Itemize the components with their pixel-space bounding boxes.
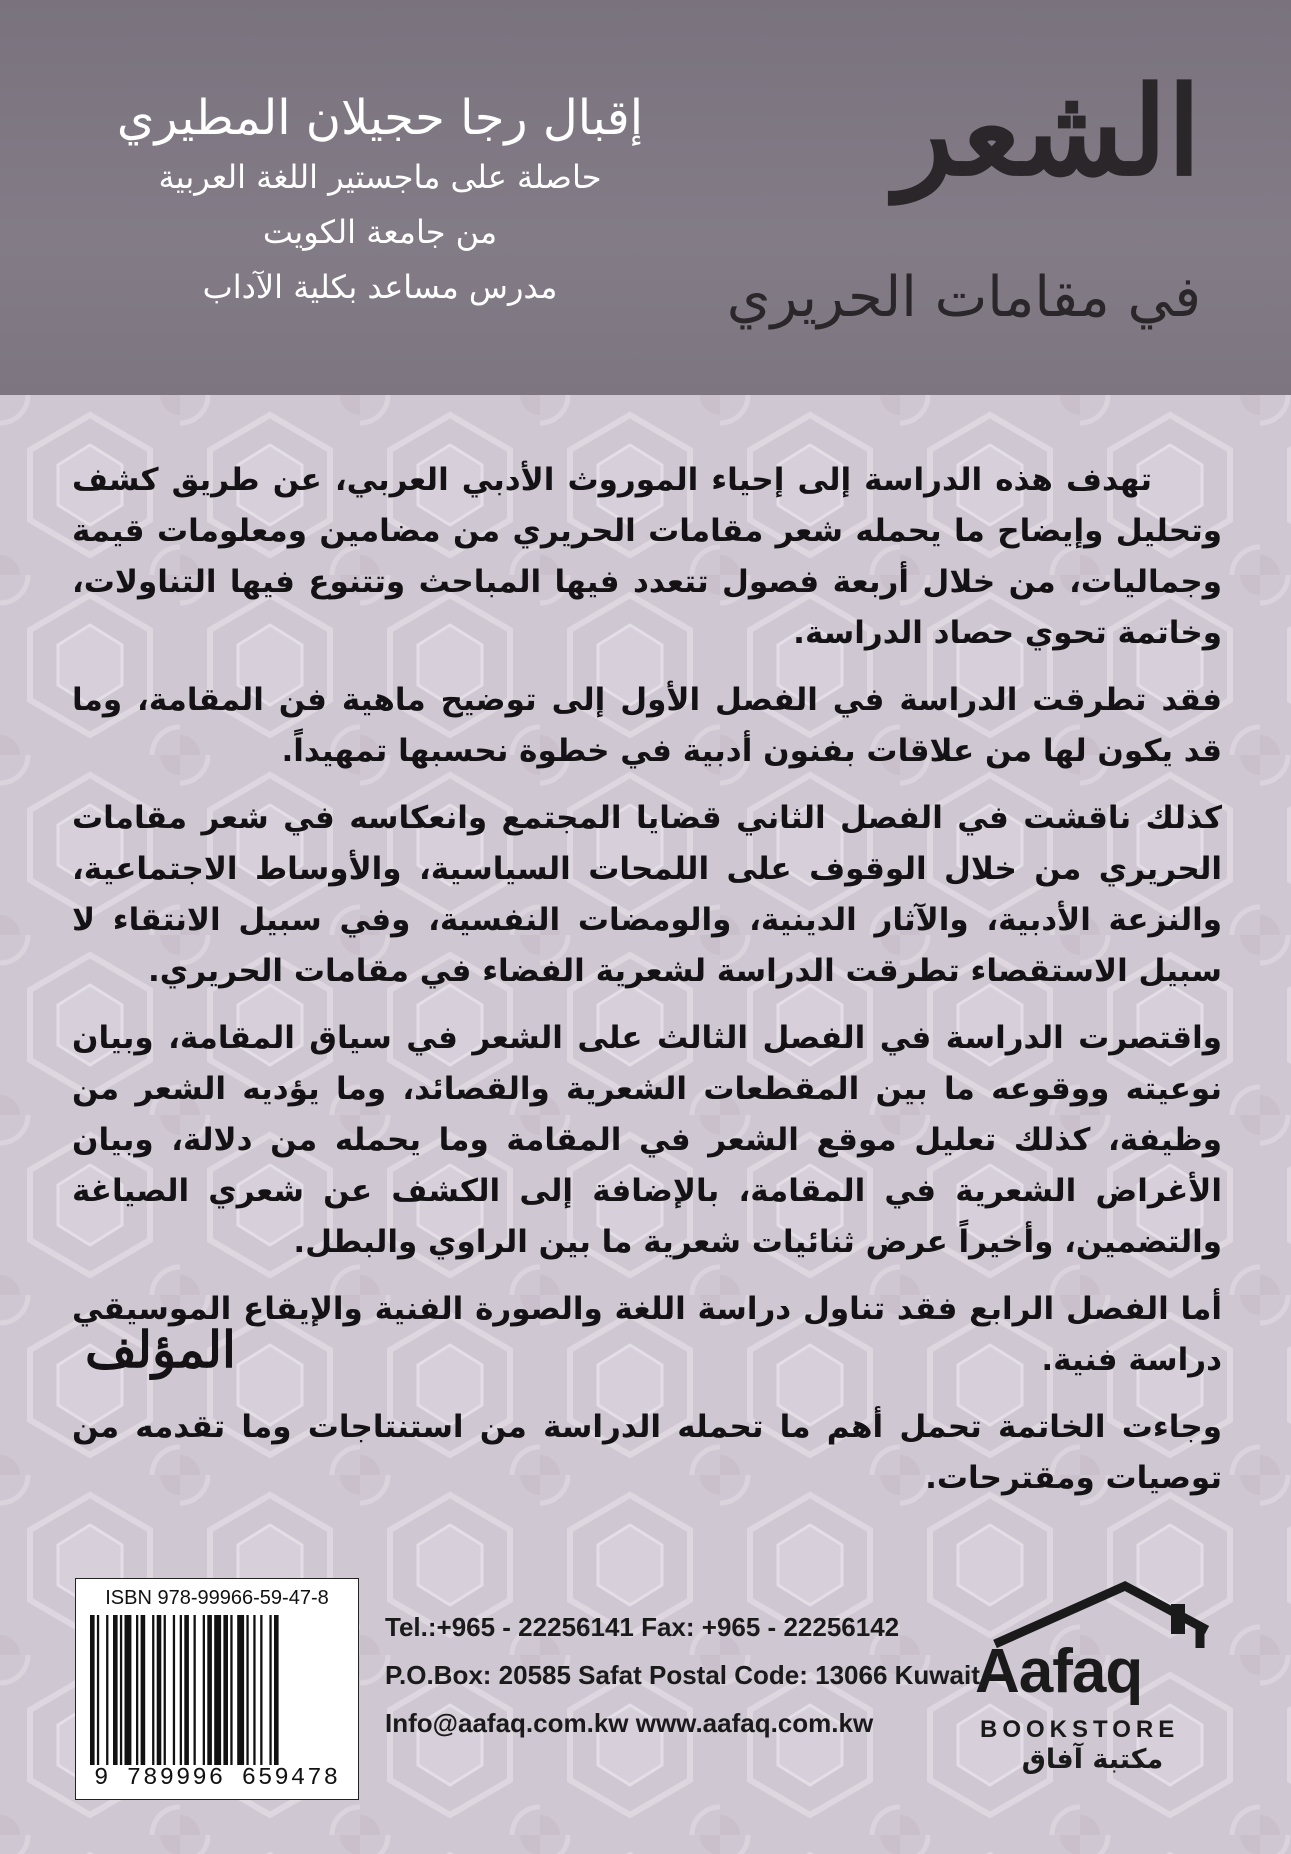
blurb-paragraph: تهدف هذه الدراسة إلى إحياء الموروث الأدبي العربي، عن طريق كشف وتحليل وإيضاح ما يحمله شعر مقامات الحريري من مضامين ومعلومات قيمة وجماليات، من خلال أربعة فصول تتعدد فيها المباحث وتتنوع فيها التناولات، وخاتمة تحوي حصاد الدراسة. xyxy=(72,462,1222,651)
publisher-tagline: BOOKSTORE xyxy=(980,1716,1180,1743)
blurb-paragraph: كذلك ناقشت في الفصل الثاني قضايا المجتمع وانعكاسه في شعر مقامات الحريري من خلال الوقوف على اللمحات السياسية، والأوساط الاجتماعية، والنزعة الأدبية، والآثار الدينية، والومضات النفسية، وفي سبيل الانتقاء لا سبيل الاستقصاء تطرقت الدراسة لشعرية الفضاء في مقامات الحريري. xyxy=(72,800,1222,989)
blurb-paragraph: فقد تطرقت الدراسة في الفصل الأول إلى توضيح ماهية فن المقامة، وما قد يكون لها من علاقات بفنون أدبية في خطوة نحسبها تمهيداً. xyxy=(72,682,1222,769)
barcode-digits: 9 789996 659478 xyxy=(93,1765,341,1792)
isbn-number: ISBN 978-99966-59-47-8 xyxy=(105,1587,329,1609)
contact-phone-fax: Tel.:+965 - 22256141 Fax: +965 - 22256142 xyxy=(385,1612,900,1642)
author-university: من جامعة الكويت xyxy=(262,213,498,251)
publisher-logo xyxy=(975,1578,1215,1788)
book-subtitle: في مقامات الحريري xyxy=(726,265,1201,330)
isbn-barcode xyxy=(75,1578,359,1800)
author-credential: حاصلة على ماجستير اللغة العربية xyxy=(158,158,602,196)
blurb-paragraph: واقتصرت الدراسة في الفصل الثالث على الشعر في سياق المقامة، وبيان نوعيته ووقوعه ما بين المقطعات الشعرية والقصائد، وما يؤديه الشعر من وظيفة، كذلك تعليل موقع الشعر في المقامة وما يحمله من دلالة، وبيان الأغراض الشعرية في المقامة، بالإضافة إلى الكشف عن شعري الصياغة والتضمين، وأخيراً عرض ثنائيات شعرية ما بين الراوي والبطل. xyxy=(72,1020,1222,1260)
author-name: إقبال رجا حجيلان المطيري xyxy=(116,90,644,146)
barcode-icon xyxy=(86,1615,348,1765)
publisher-arabic-name: مكتبة آفاق xyxy=(1021,1744,1164,1775)
contact-postal-address: P.O.Box: 20585 Safat Postal Code: 13066 Kuwait xyxy=(385,1660,980,1690)
blurb-paragraph: أما الفصل الرابع فقد تناول دراسة اللغة والصورة الفنية والإيقاع الموسيقي دراسة فنية. xyxy=(72,1291,1222,1378)
publisher-name: Aafaq xyxy=(975,1637,1143,1706)
blurb-paragraph: وجاءت الخاتمة تحمل أهم ما تحمله الدراسة من استنتاجات وما تقدمه من توصيات ومقترحات. xyxy=(72,1409,1222,1496)
cover-header-band xyxy=(0,0,1291,395)
author-position: مدرس مساعد بكلية الآداب xyxy=(202,268,558,306)
book-title: الشعر xyxy=(894,59,1201,203)
back-cover-blurb xyxy=(72,455,1222,1520)
author-signature: المؤلف xyxy=(85,1320,236,1379)
contact-email-web: Info@aafaq.com.kw www.aafaq.com.kw xyxy=(385,1708,874,1738)
